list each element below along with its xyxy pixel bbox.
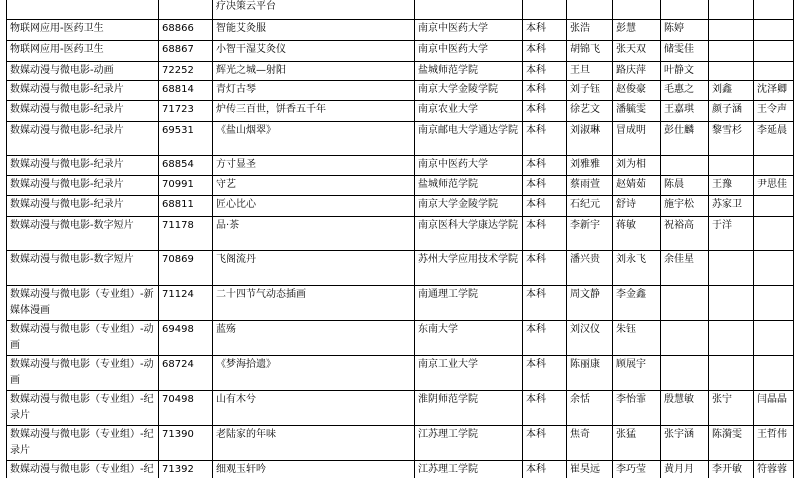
member4-cell <box>709 356 754 391</box>
member2-cell: 顾展宇 <box>613 356 661 391</box>
school-cell: 东南大学 <box>415 321 523 356</box>
category-cell: 数媒动漫与微电影-动画 <box>7 62 159 81</box>
table-row <box>7 356 794 391</box>
member4-cell: 于洋 <box>709 217 754 251</box>
category-cell: 数媒动漫与微电影-数字短片 <box>7 251 159 286</box>
member2-cell: 刘永飞 <box>613 251 661 286</box>
member3-cell: 施宇松 <box>661 196 709 217</box>
member3-cell: 毛惠之 <box>661 81 709 101</box>
member4-cell: 刘鑫 <box>709 81 754 101</box>
table-row <box>7 321 794 356</box>
member4-cell <box>709 251 754 286</box>
project-name-cell: 辉光之城—射阳 <box>213 62 415 81</box>
member3-cell: 彭仕麟 <box>661 122 709 156</box>
member4-cell <box>709 20 754 41</box>
member1-cell: 焦奇 <box>567 426 613 461</box>
category-cell: 数媒动漫与微电影（专业组）-纪录片 <box>7 426 159 461</box>
school-cell: 南京医科大学康达学院 <box>415 217 523 251</box>
level-cell: 本科 <box>523 217 567 251</box>
member3-cell <box>661 0 709 20</box>
member2-cell: 冒成明 <box>613 122 661 156</box>
level-cell: 本科 <box>523 20 567 41</box>
project-name-cell: 老陆家的年味 <box>213 426 415 461</box>
id-cell: 70869 <box>159 251 213 286</box>
member4-cell <box>709 41 754 62</box>
member3-cell: 余佳星 <box>661 251 709 286</box>
table-body <box>7 0 794 478</box>
member1-cell: 张浩 <box>567 20 613 41</box>
table-row <box>7 156 794 176</box>
member5-cell <box>754 217 794 251</box>
level-cell: 本科 <box>523 81 567 101</box>
member2-cell <box>613 0 661 20</box>
category-cell: 物联网应用-医药卫生 <box>7 20 159 41</box>
member5-cell: 王哲伟 <box>754 426 794 461</box>
member3-cell: 王嘉琪 <box>661 101 709 122</box>
level-cell: 本科 <box>523 101 567 122</box>
table-row <box>7 62 794 81</box>
id-cell: 70498 <box>159 391 213 426</box>
table-row <box>7 122 794 156</box>
member1-cell: 陈丽康 <box>567 356 613 391</box>
member1-cell: 崔昊远 <box>567 461 613 478</box>
member1-cell: 刘汉仪 <box>567 321 613 356</box>
member5-cell: 符蓉蓉 <box>754 461 794 478</box>
member3-cell: 殷慧敏 <box>661 391 709 426</box>
school-cell: 南京农业大学 <box>415 101 523 122</box>
project-name-cell: 小智干湿艾灸仪 <box>213 41 415 62</box>
member5-cell <box>754 156 794 176</box>
table-row <box>7 251 794 286</box>
project-name-cell: 守艺 <box>213 176 415 196</box>
member3-cell <box>661 156 709 176</box>
member1-cell: 刘雅雅 <box>567 156 613 176</box>
id-cell: 71723 <box>159 101 213 122</box>
category-cell: 数媒动漫与微电影-纪录片 <box>7 176 159 196</box>
member5-cell: 闫晶晶 <box>754 391 794 426</box>
category-cell: 数媒动漫与微电影-纪录片 <box>7 81 159 101</box>
member3-cell: 叶静文 <box>661 62 709 81</box>
school-cell: 淮阴师范学院 <box>415 391 523 426</box>
table-row <box>7 81 794 101</box>
school-cell: 南京中医药大学 <box>415 156 523 176</box>
id-cell: 71178 <box>159 217 213 251</box>
table-row <box>7 0 794 20</box>
member1-cell: 王旦 <box>567 62 613 81</box>
project-name-cell: 青灯古琴 <box>213 81 415 101</box>
id-cell: 68866 <box>159 20 213 41</box>
level-cell: 本科 <box>523 286 567 321</box>
level-cell: 本科 <box>523 122 567 156</box>
member3-cell: 陈婷 <box>661 20 709 41</box>
member5-cell <box>754 251 794 286</box>
member2-cell: 潘毓雯 <box>613 101 661 122</box>
id-cell: 68867 <box>159 41 213 62</box>
member3-cell: 黄月月 <box>661 461 709 478</box>
member5-cell: 李延晨 <box>754 122 794 156</box>
project-name-cell: 山有木兮 <box>213 391 415 426</box>
level-cell: 本科 <box>523 426 567 461</box>
member3-cell: 陈晨 <box>661 176 709 196</box>
level-cell: 本科 <box>523 62 567 81</box>
category-cell: 物联网应用-医药卫生 <box>7 41 159 62</box>
member4-cell: 颜子涵 <box>709 101 754 122</box>
project-name-cell: 细观玉轩吟 <box>213 461 415 478</box>
project-name-cell: 品·茶 <box>213 217 415 251</box>
id-cell: 68814 <box>159 81 213 101</box>
member4-cell: 李开敏 <box>709 461 754 478</box>
member5-cell <box>754 62 794 81</box>
member2-cell: 张猛 <box>613 426 661 461</box>
school-cell: 南京邮电大学通达学院 <box>415 122 523 156</box>
id-cell: 68854 <box>159 156 213 176</box>
school-cell: 盐城师范学院 <box>415 176 523 196</box>
project-name-cell: 《梦海拾遗》 <box>213 356 415 391</box>
member1-cell <box>567 0 613 20</box>
member2-cell: 刘为相 <box>613 156 661 176</box>
member4-cell: 张宁 <box>709 391 754 426</box>
id-cell <box>159 0 213 20</box>
award-table <box>6 0 794 478</box>
member5-cell <box>754 286 794 321</box>
category-cell: 数媒动漫与微电影-纪录片 <box>7 196 159 217</box>
member2-cell: 李巧莹 <box>613 461 661 478</box>
member4-cell <box>709 0 754 20</box>
member5-cell <box>754 0 794 20</box>
member4-cell <box>709 321 754 356</box>
id-cell: 71390 <box>159 426 213 461</box>
member1-cell: 潘兴贵 <box>567 251 613 286</box>
member1-cell: 余恬 <box>567 391 613 426</box>
member1-cell: 刘淑琳 <box>567 122 613 156</box>
level-cell: 本科 <box>523 461 567 478</box>
project-name-cell: 疗决策云平台 <box>213 0 415 20</box>
table-row <box>7 41 794 62</box>
level-cell: 本科 <box>523 156 567 176</box>
level-cell <box>523 0 567 20</box>
category-cell: 数媒动漫与微电影-纪录片 <box>7 156 159 176</box>
id-cell: 71124 <box>159 286 213 321</box>
member2-cell: 张天双 <box>613 41 661 62</box>
member4-cell <box>709 286 754 321</box>
school-cell <box>415 0 523 20</box>
table-row <box>7 391 794 426</box>
table-row <box>7 426 794 461</box>
category-cell: 数媒动漫与微电影（专业组）-新媒体漫画 <box>7 286 159 321</box>
category-cell <box>7 0 159 20</box>
id-cell: 72252 <box>159 62 213 81</box>
member2-cell: 路庆萍 <box>613 62 661 81</box>
level-cell: 本科 <box>523 356 567 391</box>
member4-cell <box>709 62 754 81</box>
member3-cell: 储雯佳 <box>661 41 709 62</box>
member3-cell <box>661 321 709 356</box>
project-name-cell: 匠心比心 <box>213 196 415 217</box>
id-cell: 69531 <box>159 122 213 156</box>
school-cell: 南京中医药大学 <box>415 20 523 41</box>
school-cell: 南京大学金陵学院 <box>415 196 523 217</box>
category-cell: 数媒动漫与微电影（专业组）-纪录片 <box>7 391 159 426</box>
member5-cell <box>754 41 794 62</box>
table-row <box>7 101 794 122</box>
project-name-cell: 方寸显圣 <box>213 156 415 176</box>
project-name-cell: 蓝殇 <box>213 321 415 356</box>
school-cell: 江苏理工学院 <box>415 461 523 478</box>
project-name-cell: 《盐山烟翠》 <box>213 122 415 156</box>
member4-cell <box>709 156 754 176</box>
member1-cell: 刘子钰 <box>567 81 613 101</box>
member4-cell: 王豫 <box>709 176 754 196</box>
member2-cell: 彭慧 <box>613 20 661 41</box>
category-cell: 数媒动漫与微电影（专业组）-动画 <box>7 356 159 391</box>
member5-cell <box>754 196 794 217</box>
level-cell: 本科 <box>523 176 567 196</box>
category-cell: 数媒动漫与微电影（专业组）-动画 <box>7 321 159 356</box>
id-cell: 68811 <box>159 196 213 217</box>
member2-cell: 赵俊豪 <box>613 81 661 101</box>
member4-cell: 黎雪杉 <box>709 122 754 156</box>
member1-cell: 石纪元 <box>567 196 613 217</box>
member1-cell: 蔡雨萱 <box>567 176 613 196</box>
school-cell: 南京中医药大学 <box>415 41 523 62</box>
member2-cell: 李怡霏 <box>613 391 661 426</box>
category-cell: 数媒动漫与微电影（专业组）-纪 <box>7 461 159 478</box>
level-cell: 本科 <box>523 391 567 426</box>
level-cell: 本科 <box>523 41 567 62</box>
member1-cell: 周文静 <box>567 286 613 321</box>
member2-cell: 朱钰 <box>613 321 661 356</box>
member5-cell <box>754 321 794 356</box>
id-cell: 71392 <box>159 461 213 478</box>
project-name-cell: 智能艾灸服 <box>213 20 415 41</box>
member2-cell: 蒋敏 <box>613 217 661 251</box>
member2-cell: 舒诗 <box>613 196 661 217</box>
school-cell: 南京工业大学 <box>415 356 523 391</box>
member3-cell: 张宇涵 <box>661 426 709 461</box>
member5-cell: 尹思佳 <box>754 176 794 196</box>
id-cell: 70991 <box>159 176 213 196</box>
category-cell: 数媒动漫与微电影-纪录片 <box>7 101 159 122</box>
school-cell: 南通理工学院 <box>415 286 523 321</box>
member3-cell: 祝裕高 <box>661 217 709 251</box>
table-row <box>7 286 794 321</box>
member1-cell: 胡锦飞 <box>567 41 613 62</box>
id-cell: 69498 <box>159 321 213 356</box>
level-cell: 本科 <box>523 196 567 217</box>
member3-cell <box>661 286 709 321</box>
school-cell: 盐城师范学院 <box>415 62 523 81</box>
table-row <box>7 196 794 217</box>
category-cell: 数媒动漫与微电影-数字短片 <box>7 217 159 251</box>
member5-cell <box>754 356 794 391</box>
category-cell: 数媒动漫与微电影-纪录片 <box>7 122 159 156</box>
member4-cell: 陈漪雯 <box>709 426 754 461</box>
table-row <box>7 461 794 478</box>
member5-cell: 王令声 <box>754 101 794 122</box>
member5-cell <box>754 20 794 41</box>
member3-cell <box>661 356 709 391</box>
table-row <box>7 217 794 251</box>
level-cell: 本科 <box>523 251 567 286</box>
table-row <box>7 176 794 196</box>
member2-cell: 赵婧茹 <box>613 176 661 196</box>
member2-cell: 李金鑫 <box>613 286 661 321</box>
table-row <box>7 20 794 41</box>
school-cell: 江苏理工学院 <box>415 426 523 461</box>
level-cell: 本科 <box>523 321 567 356</box>
id-cell: 68724 <box>159 356 213 391</box>
school-cell: 苏州大学应用技术学院 <box>415 251 523 286</box>
member4-cell: 苏家卫 <box>709 196 754 217</box>
member1-cell: 徐艺文 <box>567 101 613 122</box>
member1-cell: 李新宇 <box>567 217 613 251</box>
school-cell: 南京大学金陵学院 <box>415 81 523 101</box>
project-name-cell: 飞阁流丹 <box>213 251 415 286</box>
project-name-cell: 炉传三百世，饼香五千年 <box>213 101 415 122</box>
member5-cell: 沈泽卿 <box>754 81 794 101</box>
project-name-cell: 二十四节气动态插画 <box>213 286 415 321</box>
